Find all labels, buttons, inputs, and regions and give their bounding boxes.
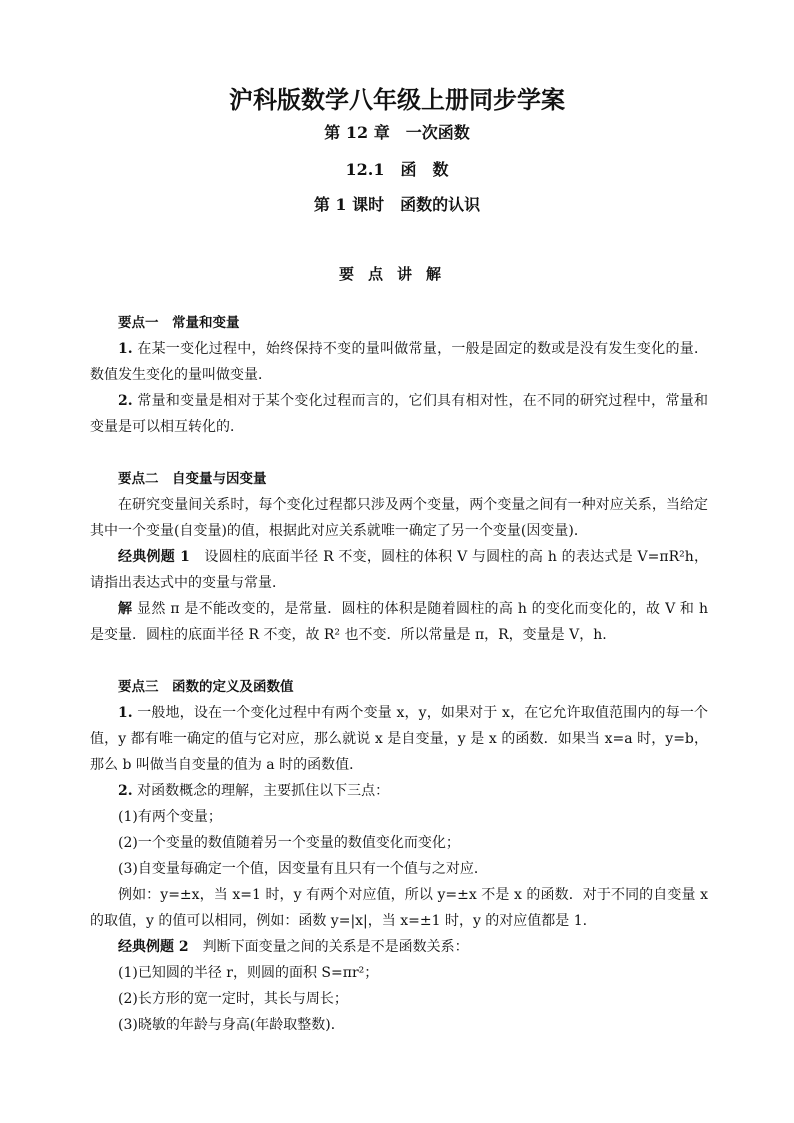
lesson-title: 第 1 课时 函数的认识 (313, 195, 481, 214)
example2-text: 判断下面变量之间的关系是不是函数关系： (188, 939, 469, 955)
solution-label: 解 (118, 601, 133, 617)
point3-item1-text: 一般地，设在一个变化过程中有两个变量 x，y，如果对于 x，在它允许取值范围内的每一个值，y 都有唯一确定的值与它对应，那么就说 x 是自变量，y 是 x 的函数．如果当 x=a 时，y=b，那么 b 叫做当自变量的值为 a 时的函数值． (90, 705, 708, 773)
point3-item2-number: 2. (118, 783, 133, 799)
point3-sub1: (1)有两个变量； (118, 809, 222, 825)
point2-heading: 要点二 自变量与因变量 (118, 471, 267, 487)
example1-text: 设圆柱的底面半径 R 不变，圆柱的体积 V 与圆柱的高 h 的表达式是 V=πR²h，请指出表达式中的变量与常量． (90, 549, 709, 591)
example2-question2: (2)长方形的宽一定时，其长与周长； (118, 991, 348, 1007)
document-title: 沪科版数学八年级上册同步学案 (229, 85, 565, 114)
key-points-heading: 要点讲解 (338, 265, 455, 283)
point3-example2 (90, 934, 708, 960)
example2-label: 经典例题 2 (118, 939, 189, 955)
example2-question1: (1)已知圆的半径 r，则圆的面积 S=πr²； (118, 965, 379, 981)
point2-intro: 在研究变量间关系时，每个变化过程都只涉及两个变量，两个变量之间有一种对应关系，当给定其中一个变量(自变量)的值，根据此对应关系就唯一确定了另一个变量(因变量)． (90, 497, 708, 539)
section-title: 12.1 函 数 (345, 160, 449, 179)
point1-item2-text: 常量和变量是相对于某个变化过程而言的，它们具有相对性，在不同的研究过程中，常量和变量是可以相互转化的． (90, 393, 709, 435)
point3-sub3: (3)自变量每确定一个值，因变量有且只有一个值与之对应． (118, 861, 488, 877)
spacer (90, 648, 708, 674)
point1-item1-number: 1. (118, 341, 133, 357)
point1-item1-text: 在某一变化过程中，始终保持不变的量叫做常量，一般是固定的数或是没有发生变化的量．数值发生变化的量叫做变量． (90, 341, 709, 383)
point3-sub2: (2)一个变量的数值随着另一个变量的数值变化而变化； (118, 835, 460, 851)
point2-solution (90, 596, 708, 648)
point1-item1 (90, 336, 708, 388)
point2-example1 (90, 544, 708, 596)
point1-heading: 要点一 常量和变量 (118, 315, 240, 331)
point3-heading: 要点三 函数的定义及函数值 (118, 679, 294, 695)
point3-example: 例如：y=±x，当 x=1 时，y 有两个对应值，所以 y=±x 不是 x 的函数．对于不同的自变量 x 的取值，y 的值可以相同，例如：函数 y=|x|，当 x=±1 时，y 的对应值都是 1. (90, 887, 708, 929)
document-body (90, 310, 708, 1038)
point1-item2-number: 2. (118, 393, 133, 409)
point3-item2-text: 对函数概念的理解，主要抓住以下三点： (137, 783, 390, 799)
point3-item1-number: 1. (118, 705, 133, 721)
example1-label: 经典例题 1 (118, 549, 190, 565)
solution-text: 显然 π 是不能改变的，是常量．圆柱的体积是随着圆柱的高 h 的变化而变化的，故 V 和 h 是变量．圆柱的底面半径 R 不变，故 R² 也不变．所以常量是 π，R，变量是 V，h. (90, 601, 708, 643)
point3-item1 (90, 700, 708, 778)
spacer (90, 440, 708, 466)
point1-item2 (90, 388, 708, 440)
point3-item2 (90, 778, 708, 804)
chapter-title: 第 12 章 一次函数 (324, 123, 470, 142)
example2-question3: (3)晓敏的年龄与身高(年龄取整数)． (118, 1017, 345, 1033)
